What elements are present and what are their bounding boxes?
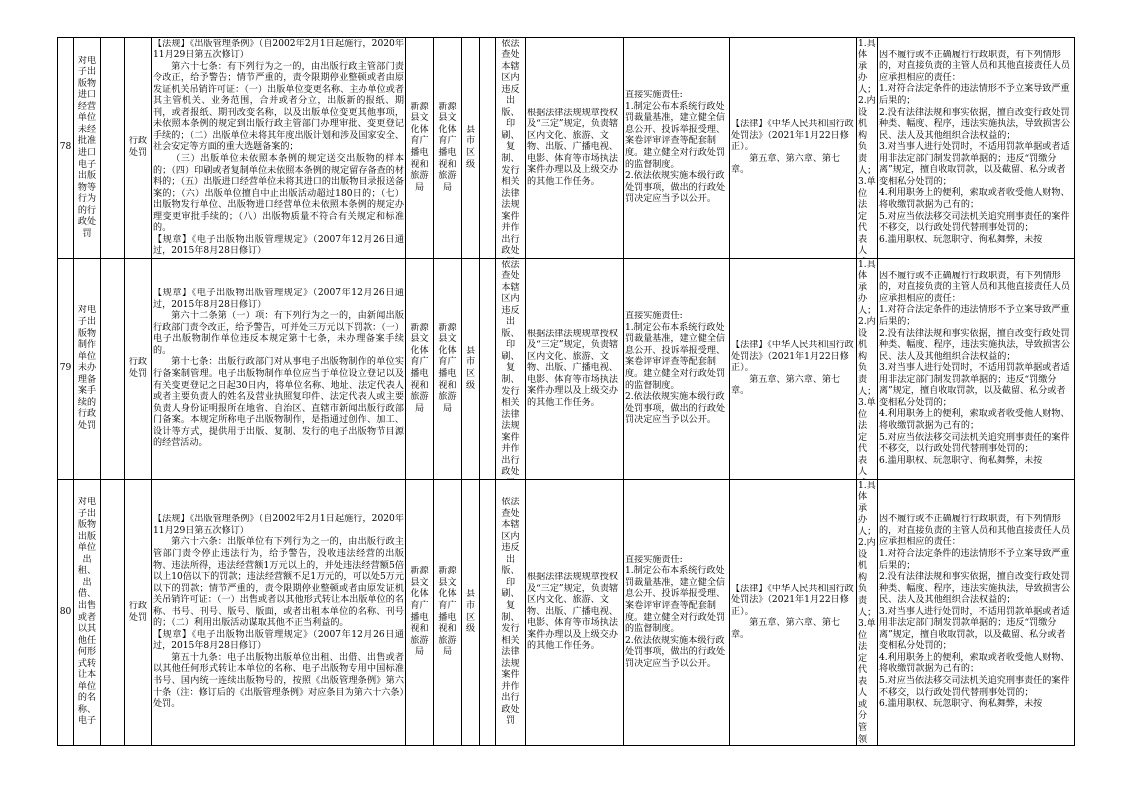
accountability-circumstances [878,38,1075,259]
accountability-item: 4.利用职务上的便利，索取或者收受他人财物、将收缴罚款据为己有的； [879,188,1070,210]
accountability-circumstances [878,480,1075,746]
responsibility-heading: 直接实施责任: [625,311,683,322]
legal-basis [152,259,406,480]
responsibility-heading: 直接实施责任: [625,554,683,565]
duty-statement: 根据法律法规规章授权及“三定”规定，负责辖区内文化、旅游、文物、出版、广播电视、电影、体育等市场执法案件办理以及上级交办的其他工作任务。 [526,38,624,259]
accountability-item: 2.没有法律法规和事实依据，擅自改变行政处罚种类、幅度、程序，违法实施执法，导致损害公民、法人及其他组织合法权益的； [879,328,1070,362]
law-reference: 【法律】《中华人民共和国行政处罚法》（2021年1月22日修正）。 [731,119,854,153]
accountability-item: 2.没有法律法规和事实依据，擅自改变行政处罚种类、幅度、程序，违法实施执法，导致损害公民、法人及其他组织合法权益的； [879,572,1070,606]
responsibility-item: 1.制定公布本系统行政处罚裁量基准，建立健全信息公开、投诉举报受理、案卷评审评查等配套制度。建立健全对行政处罚的监督制度。 [625,101,726,170]
basis-paragraph: 第六十六条：出版单位有下列行为之一的，由出版行政主管部门责令停止违法行为，给予警告，没收违法经营的出版物、违法所得，违法经营额1万元以上的，并处违法经营额5倍以上10倍以下的罚款；违法经营额不足1万元的，可以处5万元以下的罚款；情节严重的，责令限期停业整顿或者由原发证机关吊销许可证：（一）出售或者以其他形式转让本出版单位的名称、书号、刊号、版号、版面，或者出租本单位的名称、刊号的；（二）利用出版活动谋取其他不正当利益的。 [153,537,404,629]
power-type: 行政处罚 [125,259,152,480]
responsibility-item: 1.制定公布本系统行政处罚裁量基准，建立健全信息公开、投诉举报受理、案卷评审评查等配套制度。建立健全对行政处罚的监督制度。 [625,322,726,391]
accountability-law [730,38,857,259]
basis-paragraph: （三）出版单位未依照本条例的规定送交出版物的样本的；（四）印刷或者复制单位未依照本条例的规定留存备查的材料的；（五）出版进口经营单位未将其进口的出版物目录报送备案的；（六）出版单位擅自中止出版活动超过180日的；（七）出版物发行单位、出版物进口经营单位未依照本条例的规定办理变更审批手续的；（八）出版物质量不符合有关规定和标准的。 [153,153,404,234]
implementing-dept: 新源县文化体育广播电视和旅游局 [406,480,434,746]
accountable-persons: 1.具体承办人；2.内设机构负责人；3.单位法定代表人 [857,38,878,259]
legal-basis [152,480,406,746]
basis-paragraph: 第六十七条：有下列行为之一的，由出版行政主管部门责令改正，给予警告；情节严重的，责令限期停业整顿或者由原发证机关吊销许可证：（一）出版单位变更名称、主办单位或者其主管机关、业务范围，合并或者分立，出版新的报纸、期刊，或者报纸、期刊改变名称，以及出版单位变更其他事项，未依照本条例的规定到出版行政主管部门办理审批、变更登记手续的；（二）出版单位未将其年度出版计划和涉及国家安全、社会安定等方面的重大选题备案的； [153,61,404,153]
accountability-item: 6.滥用职权、玩忽职守、徇私舞弊，未按 [879,699,1043,710]
accountability-circumstances [878,259,1075,480]
admin-level: 县市区级 [462,38,480,259]
accountable-persons: 1.具体承办人；2.内设机构负责人；3.单位法定代表人 [857,259,878,480]
sub-item [101,38,125,259]
law-reference: 【法律】《中华人民共和国行政处罚法》（2021年1月22日修正）。 [731,583,854,617]
implementing-dept: 新源县文化体育广播电视和旅游局 [406,259,434,480]
duty-statement: 根据法律法规规章授权及“三定”规定，负责辖区内文化、旅游、文物、出版、广播电视、电影、体育等市场执法案件办理以及上级交办的其他工作任务。 [526,480,624,746]
basis-paragraph: 【规章】《电子出版物出版管理规定》（2007年12月26日通过，2015年8月28日修订） [153,234,404,257]
responsibility-heading: 直接实施责任: [625,90,683,101]
row-number: 80 [58,480,74,746]
responsibility-items [624,259,730,480]
accountability-item: 6.滥用职权、玩忽职守、徇私舞弊，未按 [879,234,1043,245]
accountability-item: 2.没有法律法规和事实依据，擅自改变行政处罚种类、幅度、程序，违法实施执法，导致损害公民、法人及其他组织合法权益的； [879,107,1070,141]
accountability-item: 5.对应当依法移交司法机关追究刑事责任的案件不移交，以行政处罚代替刑事处罚的； [879,432,1070,455]
responsibility-item: 1.制定公布本系统行政处罚裁量基准，建立健全信息公开、投诉举报受理、案卷评审评查等配套制度。建立健全对行政处罚的监督制度。 [625,566,726,635]
responsibility-item: 2.依法依规实施本级行政处罚事项，做出的行政处罚决定应当予以公开。 [625,392,726,426]
accountability-item: 1.对符合法定条件的违法情形不予立案导致严重后果的； [879,548,1070,571]
subject-scope: 依法查处本辖区内违反出版、印刷、复制、发行相关法律法规案件并作出行政处 [496,259,526,480]
accountability-item: 4.利用职务上的便利，索取或者收受他人财物、将收缴罚款据为己有的； [879,409,1070,431]
responsibility-items [624,38,730,259]
law-chapters: 第五章、第六章、第七章。 [731,374,841,397]
row-number: 78 [58,38,74,259]
accountability-law [730,480,857,746]
accountability-item: 1.对符合法定条件的违法情形不予立案导致严重后果的； [879,84,1070,107]
accountability-item: 6.滥用职权、玩忽职守、徇私舞弊，未按 [879,455,1043,466]
spacer-col [480,38,496,259]
admin-level: 县市区级 [462,259,480,480]
law-reference: 【法律】《中华人民共和国行政处罚法》（2021年1月22日修正）。 [731,340,854,374]
responsible-dept: 新源县文化体育广播电视和旅游局 [434,38,462,259]
basis-paragraph: 第六十二条第（一）项：有下列行为之一的，由新闻出版行政部门责令改正，给予警告，可并处三万元以下罚款：（一）电子出版物制作单位违反本规定第十七条，未办理备案手续的。 [153,311,404,356]
basis-paragraph: 【规章】《电子出版物出版管理规定》（2007年12月26日通过，2015年8月28日修订） [153,629,404,652]
sub-item [101,480,125,746]
responsible-dept: 新源县文化体育广播电视和旅游局 [434,480,462,746]
spacer-col [480,480,496,746]
duty-statement: 根据法律法规规章授权及“三定”规定，负责辖区内文化、旅游、文物、出版、广播电视、电影、体育等市场执法案件办理以及上级交办的其他工作任务。 [526,259,624,480]
legal-basis [152,38,406,259]
accountability-law [730,259,857,480]
implementing-dept: 新源县文化体育广播电视和旅游局 [406,38,434,259]
accountability-item: 3.对当事人进行处罚时，不适用罚款单据或者适用非法定部门制发罚款单据的；违反“罚缴分离”规定，擅自收取罚款，以及截留、私分或者变相私分处罚的； [879,363,1070,408]
sub-item [101,259,125,480]
basis-paragraph: 【法规】《出版管理条例》（自2002年2月1日起施行，2020年11月29日第五次修订） [153,514,404,536]
accountable-persons: 1.具体承办人；2.内设机构负责人；3.单位法定代表人或分管领 [858,480,876,745]
law-chapters: 第五章、第六章、第七章。 [731,153,841,176]
item-name: 对电子出版物出版单位出租、出借、出售或者以其他任何形式转让本单位的名称、电子 [74,480,101,746]
table-row [58,259,1075,480]
table-row [58,38,1075,259]
accountability-item: 因不履行或不正确履行行政职责，有下列情形的，对直接负责的主管人员和其他直接责任人员应承担相应的责任： [879,49,1070,83]
basis-paragraph: 第五十九条：电子出版物出版单位出租、出借、出售或者以其他任何形式转让本单位的名称、电子出版物专用中国标准书号、国内统一连续出版物号的，按照《出版管理条例》第六十条（注：修订后的《出版管理条例》对应条目为第六十六条）处罚。 [153,652,404,710]
accountability-item: 3.对当事人进行处罚时，不适用罚款单据或者适用非法定部门制发罚款单据的；违反“罚缴分离”规定，擅自收取罚款，以及截留、私分或者变相私分处罚的； [879,142,1070,187]
law-chapters: 第五章、第六章、第七章。 [731,618,841,640]
table-row [58,480,1075,746]
admin-level: 县市区级 [462,480,480,746]
responsibility-item: 2.依法依规实施本级行政处罚事项，做出的行政处罚决定应当予以公开。 [625,171,726,205]
accountability-item: 因不履行或不正确履行行政职责，有下列情形的，对直接负责的主管人员和其他直接责任人员应承担相应的责任： [879,514,1070,548]
accountability-item: 3.对当事人进行处罚时，不适用罚款单据或者适用非法定部门制发罚款单据的；违反“罚缴分离”规定，擅自收取罚款，以及截留、私分或者变相私分处罚的； [879,606,1070,652]
power-type: 行政处罚 [125,38,152,259]
power-list-table [57,37,1075,746]
item-name: 对电子出版物进口经营单位未经批准进口电子出版物等行为的行政处罚 [74,38,101,259]
subject-scope: 依法查处本辖区内违反出版、印刷、复制、发行相关法律法规案件并作出行政处 [496,38,526,259]
accountability-item: 5.对应当依法移交司法机关追究刑事责任的案件不移交，以行政处罚代替刑事处罚的； [879,676,1070,698]
power-type: 行政处罚 [125,480,152,746]
subject-scope: 依法查处本辖区内违反出版、印刷、复制、发行相关法律法规案件并作出行政处罚 [496,480,526,746]
item-name: 对电子出版物制作单位未办理备案手续的行政处罚 [74,259,101,480]
basis-paragraph: 第十七条：出版行政部门对从事电子出版物制作的单位实行备案制管理。电子出版物制作单位应当于单位设立登记以及有关变更登记之日起30日内，将单位名称、地址、法定代表人或者主要负责人的姓名及营业执照复印件、法定代表人或主要负责人身份证明报所在地省、自治区、直辖市新闻出版行政部门备案。本规定所称电子出版物制作，是指通过创作、加工、设计等方式，提供用于出版、复制、发行的电子出版物节目源的经营活动。 [153,357,404,449]
spacer-col [480,259,496,480]
accountability-item: 5.对应当依法移交司法机关追究刑事责任的案件不移交，以行政处罚代替刑事处罚的； [879,211,1070,234]
responsibility-items [624,480,730,746]
basis-paragraph: 【规章】《电子出版物出版管理规定》（2007年12月26日通过，2015年8月28日修订） [153,288,404,310]
accountability-item: 1.对符合法定条件的违法情形不予立案导致严重后果的； [879,305,1070,328]
responsibility-item: 2.依法依规实施本级行政处罚事项，做出的行政处罚决定应当予以公开。 [625,635,726,669]
responsible-dept: 新源县文化体育广播电视和旅游局 [434,259,462,480]
basis-paragraph: 【法规】《出版管理条例》（自2002年2月1日起施行，2020年11月29日第五次修订） [153,38,404,61]
accountability-item: 因不履行或不正确履行行政职责，有下列情形的，对直接负责的主管人员和其他直接责任人员应承担相应的责任： [879,270,1070,304]
accountability-item: 4.利用职务上的便利，索取或者收受他人财物、将收缴罚款据为己有的； [879,652,1070,675]
row-number: 79 [58,259,74,480]
